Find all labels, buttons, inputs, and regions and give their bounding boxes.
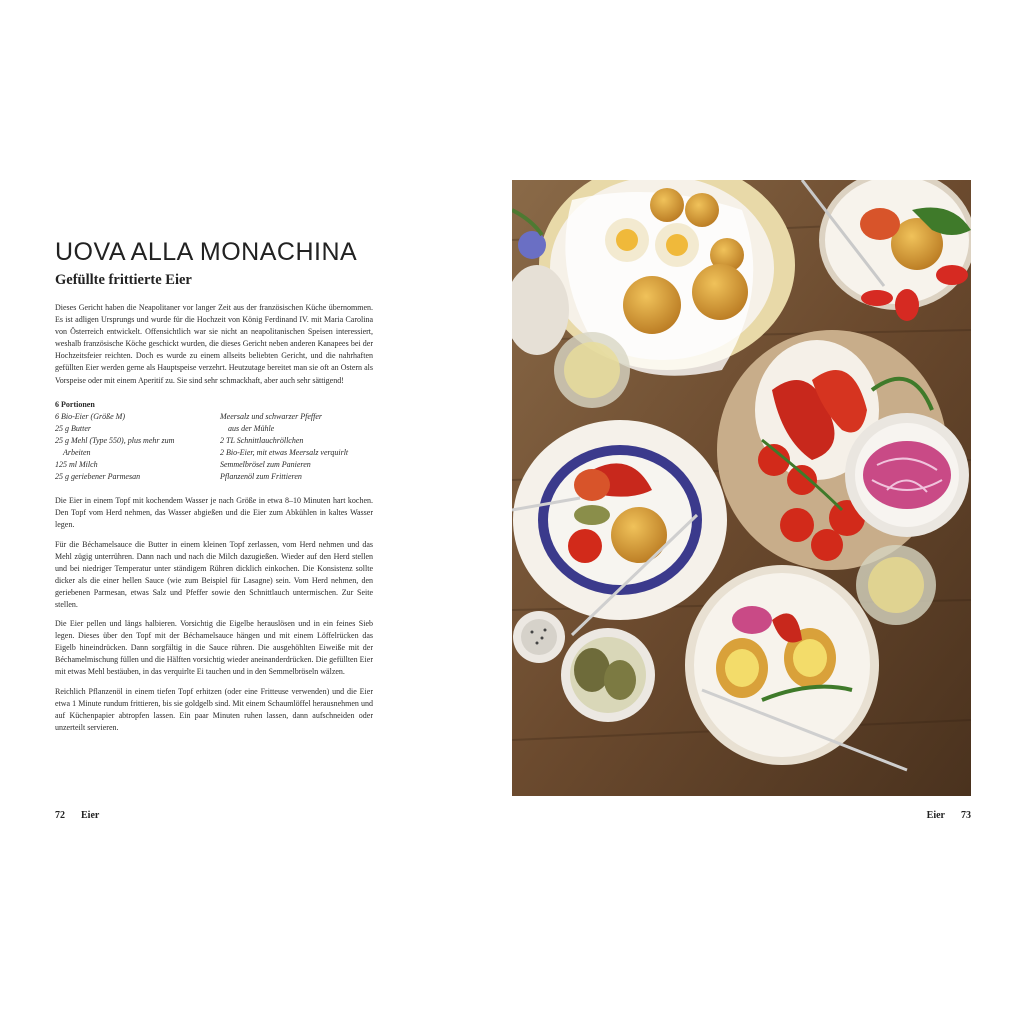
section-name-left: Eier	[81, 810, 100, 821]
bowl-artichokes	[561, 628, 655, 722]
footer-left	[55, 810, 99, 821]
ingredient-list	[55, 411, 373, 484]
ingredient-item: 25 g geriebener Parmesan	[55, 472, 141, 482]
ingredient-column-right	[220, 411, 373, 484]
wine-glass-right	[856, 545, 936, 625]
section-name-right: Eier	[926, 810, 945, 821]
ingredient-column-left	[55, 411, 220, 484]
recipe-step: Die Eier in einem Topf mit kochendem Wasser je nach Größe in etwa 8–10 Minuten hart kochen. Den Topf vom Herd nehmen, das Wasser abgießen und die Eier zum Abkühlen in kaltes Wasser legen.	[55, 496, 373, 530]
recipe-step: Für die Béchamelsauce die Butter in einem kleinen Topf zerlassen, vom Herd nehmen und das Mehl zügig unterrühren. Dann nach und nach die Milch dazugießen. Wieder auf den Herd stellen und bei niedriger Temperatur unter ständigem Rühren dicklich einkochen. Die Konsistenz sollte dicker als die einer hellen Sauce (wie zum Beispiel für Lasagne) sein. Vom Herd nehmen, den geriebenen Parmesan, etwas Salz und Pfeffer sowie den Schnittlauch untermischen. Zur Seite stellen.	[55, 539, 373, 609]
recipe-step: Die Eier pellen und längs halbieren. Vorsichtig die Eigelbe herauslösen und in ein feines Sieb legen. Dieses über den Topf mit der Béchamelsauce hängen und mit einem Löffelrücken das Eigelb hineindrücken. Dann sorgfältig in die Sauce rühren. Die ausgehöhlten Eiweiße mit der Béchamelmischung füllen und die Hälften vorsichtig wieder aneinanderdrücken. Die gefüllten Eier mit etwas Mehl bestäuben, in das verquirlte Ei tauchen und in den Semmelbröseln wälzen.	[55, 619, 373, 677]
page-number-left: 72	[55, 810, 65, 821]
bowl-salt-pepper	[513, 611, 565, 663]
ingredient-item: 2 Bio-Eier, mit etwas Meersalz verquirlt	[220, 447, 349, 457]
left-page	[55, 236, 373, 741]
ingredient-item: 2 TL Schnittlauchröllchen	[220, 435, 304, 445]
bowl-pickled-onions	[845, 413, 969, 537]
ingredient-item: Meersalz und schwarzer Pfeffer	[220, 411, 322, 421]
ingredient-item: 125 ml Milch	[55, 460, 98, 470]
ingredient-item: Arbeiten	[63, 447, 91, 457]
ingredient-item: 6 Bio-Eier (Größe M)	[55, 411, 125, 421]
ingredient-item: 25 g Mehl (Type 550), plus mehr zum	[55, 435, 175, 445]
recipe-steps	[55, 495, 373, 734]
recipe-subtitle: Gefüllte frittierte Eier	[55, 272, 192, 288]
recipe-title: UOVA ALLA MONACHINA	[55, 238, 358, 266]
food-photo-illustration	[512, 180, 971, 796]
recipe-step: Reichlich Pflanzenöl in einem tiefen Topf erhitzen (oder eine Fritteuse verwenden) und die Eier etwa 1 Minute rundum frittieren, bis sie goldgelb sind. Mit einem Schaumlöffel herausnehmen und auf Küchenpapier abtropfen lassen. Ein paar Minuten ruhen lassen, dann aufschneiden oder unzerteilt servieren.	[55, 686, 373, 732]
recipe-intro: Dieses Gericht haben die Neapolitaner vor langer Zeit aus der französischen Küche übernommen. Es ist adligen Ursprungs und wurde für die Hochzeit von König Ferdinand IV. mit Maria Carolina von Österreich entwickelt. Offensichtlich war sie nicht an neapolitanischen Speisen interessiert, weshalb französische Köche geschickt wurden, die dieses Gericht neben anderen Kanapees bei der Hochzeitsfeier reichten. Doch es wurde zu einem allseits beliebten Gericht, und die nahrhaften gefüllten Eier werden gerne als Hauptspeise verzehrt. Heutzutage bereitet man sie oft an Ostern als Vorspeise oder mit einem Aperitif zu. Sie sind sehr schmackhaft, aber auch sehr sättigend!	[55, 303, 373, 385]
food-photo	[512, 180, 971, 796]
ingredient-item: aus der Mühle	[228, 423, 275, 433]
ingredient-item: Pflanzenöl zum Frittieren	[220, 472, 302, 482]
ingredient-item: 25 g Butter	[55, 423, 91, 433]
portions-label: 6 Portionen	[55, 399, 95, 409]
footer-right	[927, 810, 971, 821]
page-number-right: 73	[961, 810, 971, 821]
ingredient-item: Semmelbrösel zum Panieren	[220, 460, 311, 470]
wine-glass-left	[554, 332, 630, 408]
